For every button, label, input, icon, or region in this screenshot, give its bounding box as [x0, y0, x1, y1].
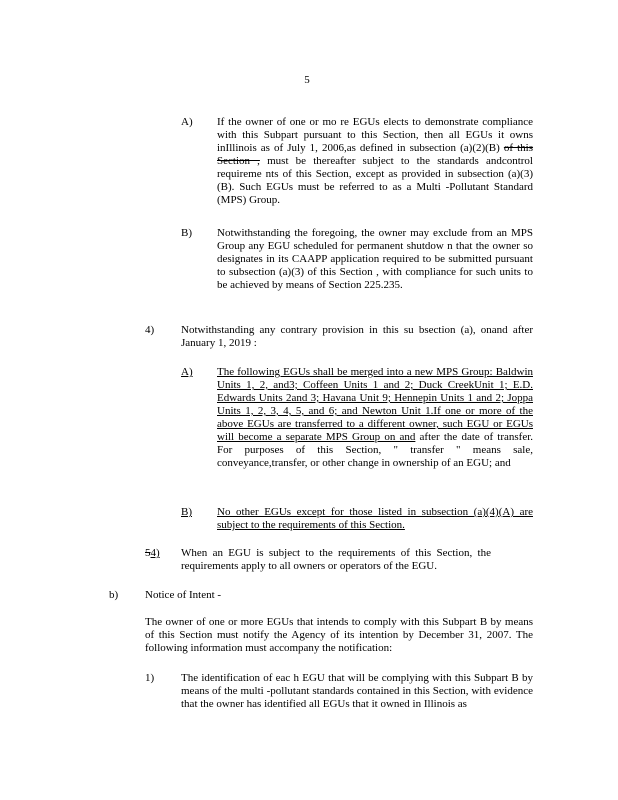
subitem-a-label: A) [181, 116, 193, 128]
item-b1-label: 1) [145, 672, 155, 684]
subitem-a-text-1: If the owner of one or mo re EGUs elects to demonstrate compliance with this Subpart pursuant to this Section, then all EGUs it owns inIllinois as of July 1, 2006,as defined in subsection (a)(2)(B) [217, 116, 533, 154]
item-4a-plain-text: after the date of transfer. For purposes of this Section, " transfer " means sale, conveyance,transfer, or other change in ownership of an EGU; and [217, 431, 534, 469]
item-4-label: 4) [145, 324, 155, 336]
item-4b-text: No other EGUs except for those listed in subsection (a)(4)(A) are subject to the requirements of this Section. [217, 506, 533, 531]
subitem-a-text-2: must be thereafter subject to the standards andcontrol requireme nts of this Section, except as provided in subsection (a)(3)(B). Such EGUs must be referred to as a Multi -Pollutant Standard (MPS) Group. [217, 155, 533, 206]
item-4a-text [217, 366, 533, 470]
item-b1-text: The identification of eac h EGU that will be complying with this Subpart B by means of the multi -pollutant standards contained in this Section, with evidence that the owner has identified all EGUs that it owned in Illinois as [181, 672, 533, 710]
subitem-a-text [217, 116, 533, 207]
item-5-label [145, 547, 160, 560]
item-5-label-struck: 5 [145, 547, 151, 559]
item-4b-label: B) [181, 506, 192, 518]
page-number: 5 [304, 74, 310, 86]
item-4a-label: A) [181, 366, 193, 378]
subitem-a-struck-text: of this Section , [217, 142, 534, 167]
item-4-text: Notwithstanding any contrary provision in this su bsection (a), onand after January 1, 2019 : [181, 324, 533, 349]
item-5-label-inserted: 4) [150, 547, 160, 559]
item-5-text: When an EGU is subject to the requirements of this Section, the requirements apply to all owners or operators of the EGU. [181, 547, 491, 572]
subitem-b-text: Notwithstanding the foregoing, the owner may exclude from an MPS Group any EGU scheduled for permanent shutdow n that the owner so designates in its CAAPP application required to be submitted pursuant to subsection (a)(3) of this Section , with compliance for such units to be achieved by means of Section 225.235. [217, 227, 533, 291]
subitem-b-label: B) [181, 227, 192, 239]
section-b-paragraph: The owner of one or more EGUs that intends to comply with this Subpart B by means of this Section must notify the Agency of its intention by December 31, 2007. The following information must accompany the notification: [145, 616, 533, 654]
section-b-label: b) [109, 589, 119, 601]
item-4a-inserted-text: The following EGUs shall be merged into a new MPS Group: Baldwin Units 1, 2, and3; Coffeen Units 1 and 2; Duck CreekUnit 1; E.D. Edwards Units 2and 3; Havana Unit 9; Hennepin Units 1 and 2; Joppa Units 1, 2, 3, 4, 5, and 6; and Newton Unit 1.If one or more of the above EGUs are transferred to a different owner, such EGU or EGUs will become a separate MPS Group on and [217, 366, 533, 443]
section-b-heading: Notice of Intent - [145, 589, 222, 601]
